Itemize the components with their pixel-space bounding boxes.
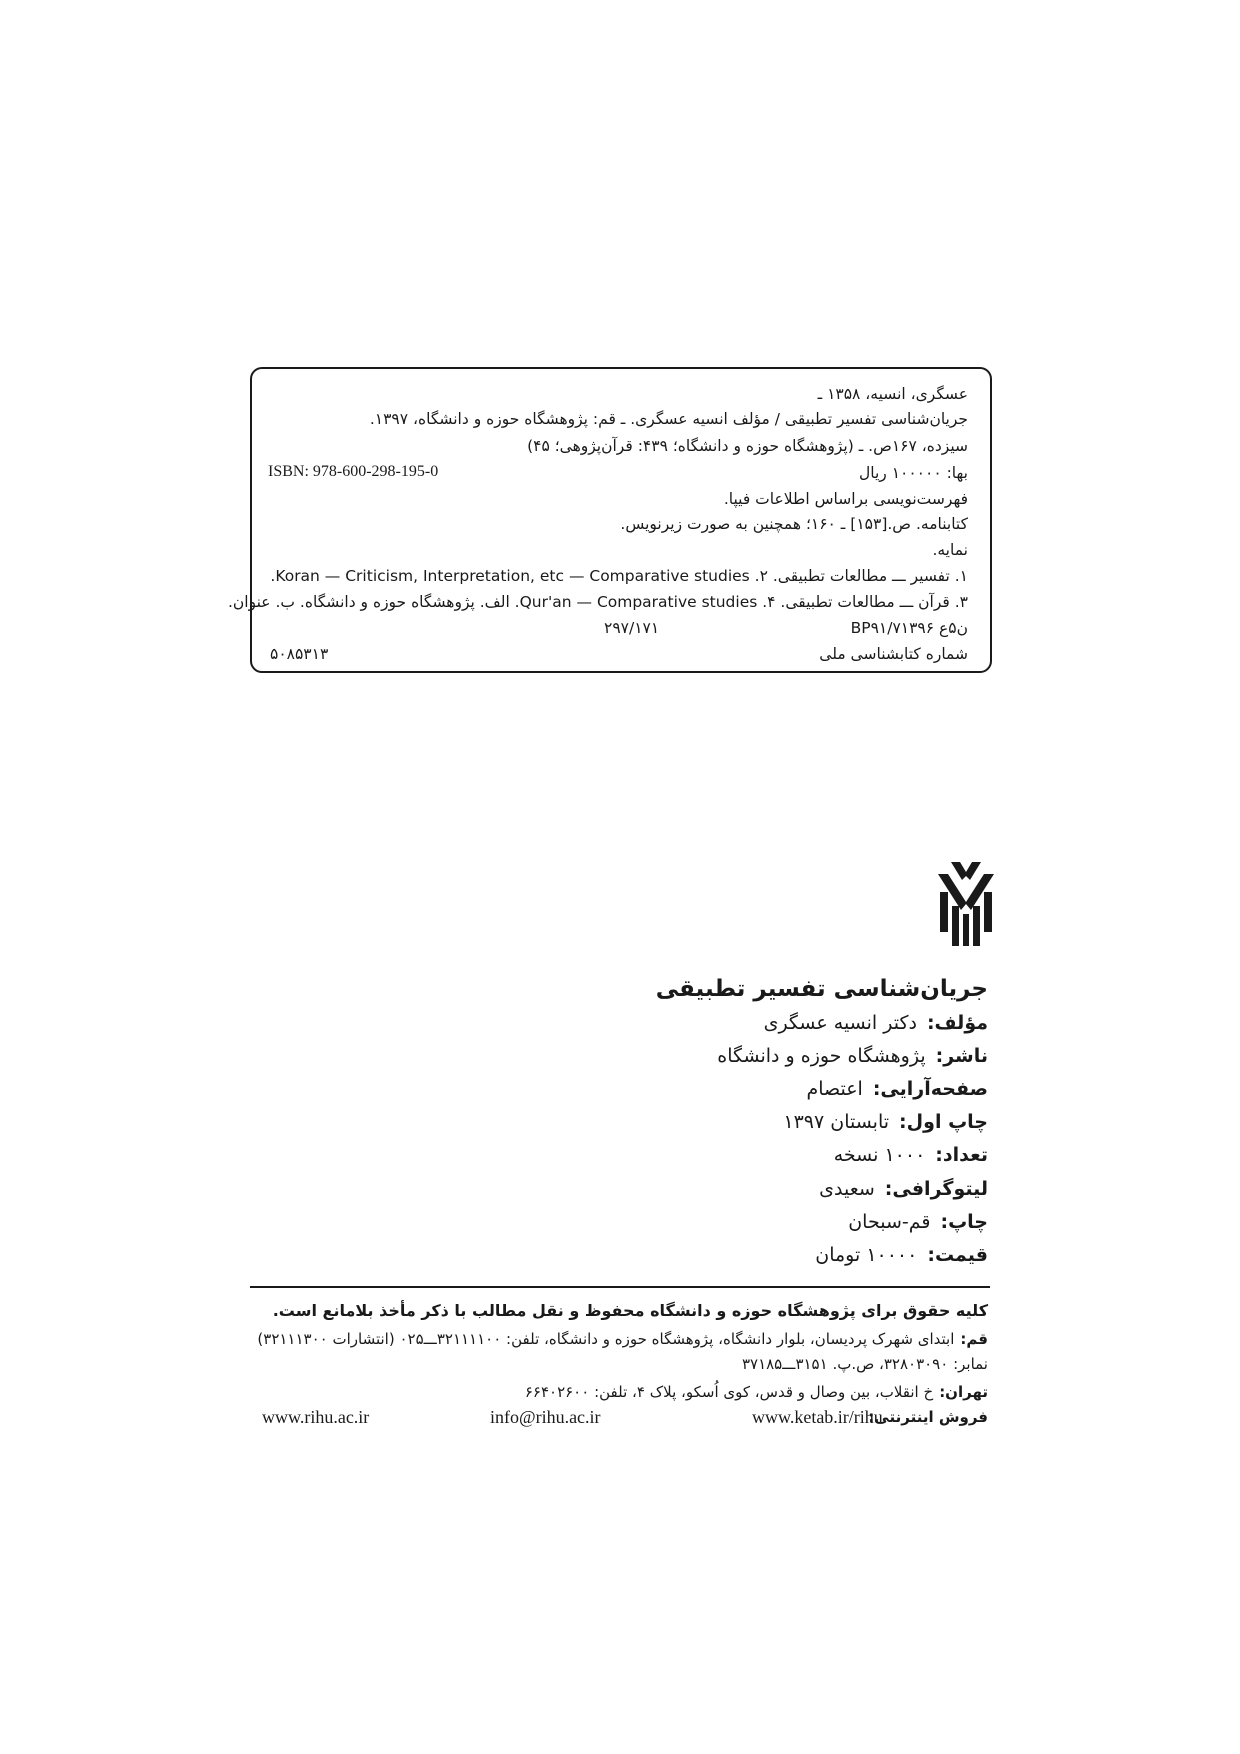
colophon-label: قیمت:: [927, 1244, 988, 1266]
colophon-label: تعداد:: [935, 1144, 988, 1166]
publisher-logo-icon: [938, 862, 994, 946]
cip-isbn: ISBN: 978-600-298-195-0: [268, 463, 439, 480]
cip-price-line: بها: ۱۰۰۰۰۰ ریال: [858, 464, 968, 482]
cip-national-number: ۵۰۸۵۳۱۳: [270, 645, 329, 663]
cip-classification: BP۹۱/۷ن۵ع ۱۳۹۶: [850, 619, 968, 637]
colophon-printing: [848, 1211, 988, 1233]
qom-address: [257, 1330, 988, 1348]
qom-label: قم:: [960, 1330, 988, 1348]
cip-bibliography-line: کتابنامه. ص.[۱۵۳] ـ ۱۶۰؛ همچنین به صورت زیرنویس.: [620, 515, 968, 533]
colophon-label: مؤلف:: [926, 1012, 988, 1034]
qom-text: ابتدای شهرک پردیسان، بلوار دانشگاه، پژوهشگاه حوزه و دانشگاه، تلفن: ۳۲۱۱۱۱۰۰ـــ۰۲۵ (انتشارات ۳۲۱۱۱۳۰۰): [257, 1330, 955, 1348]
cip-author-line: عسگری، انسیه، ۱۳۵۸ ـ: [817, 385, 968, 403]
colophon-publisher: [717, 1045, 988, 1067]
colophon-label: لیتوگرافی:: [884, 1178, 988, 1200]
book-title: جریان‌شناسی تفسیر تطبیقی: [655, 976, 988, 1002]
cip-fipa-line: فهرست‌نویسی براساس اطلاعات فیپا.: [723, 490, 968, 508]
tehran-text: خ انقلاب، بین وصال و قدس، کوی اُسکو، پلاک ۴، تلفن: ۶۶۴۰۲۶۰۰: [524, 1383, 934, 1401]
colophon-copies: [834, 1144, 988, 1166]
fax-line: نمابر: ۳۲۸۰۳۰۹۰، ص.پ. ۳۱۵۱ـــ۳۷۱۸۵: [741, 1355, 988, 1373]
cip-dewey: ۲۹۷/۱۷۱: [604, 619, 660, 637]
tehran-label: تهران:: [939, 1383, 988, 1401]
colophon-value: ۱۰۰۰۰ تومان: [815, 1244, 918, 1266]
colophon-value: اعتصام: [806, 1078, 863, 1100]
colophon-value: ۱۰۰۰ نسخه: [833, 1144, 926, 1166]
sales-link[interactable]: www.ketab.ir/rihu: [752, 1407, 883, 1427]
cip-collation-line: سیزده، ۱۶۷ص. ـ (پژوهشگاه حوزه و دانشگاه؛ ۴۳۹: قرآن‌پژوهی؛ ۴۵): [527, 437, 968, 455]
online-sales: [868, 1408, 988, 1426]
cip-national-label: شماره کتابشناسی ملی: [819, 645, 968, 663]
colophon-edition: [783, 1111, 988, 1133]
colophon-label: ناشر:: [935, 1045, 988, 1067]
colophon-value: پژوهشگاه حوزه و دانشگاه: [717, 1045, 926, 1067]
colophon-label: صفحه‌آرایی:: [872, 1078, 988, 1100]
colophon-layout: [806, 1078, 988, 1100]
colophon-value: تابستان ۱۳۹۷: [783, 1111, 890, 1133]
colophon-value: قم-سبحان: [848, 1211, 931, 1233]
rights-notice: کلیه حقوق برای پژوهشگاه حوزه و دانشگاه محفوظ و نقل مطالب با ذکر مأخذ بلامانع است.: [272, 1301, 988, 1320]
email-link[interactable]: info@rihu.ac.ir: [490, 1407, 601, 1427]
colophon-value: سعیدی: [819, 1178, 875, 1200]
cip-index-line: نمایه.: [932, 541, 968, 559]
sales-label: فروش اینترنتی:: [868, 1408, 988, 1426]
tehran-address: [525, 1383, 988, 1401]
footer-divider: [250, 1286, 990, 1288]
website-link[interactable]: www.rihu.ac.ir: [262, 1407, 370, 1427]
colophon-label: چاپ اول:: [899, 1111, 988, 1133]
colophon-value: دکتر انسیه عسگری: [763, 1012, 917, 1034]
colophon-label: چاپ:: [940, 1211, 988, 1233]
cip-subjects-line-2: ۳. قرآن ـــ مطالعات تطبیقی. ۴. Qur'an — Comparative studies. الف. پژوهشگاه حوزه و دانشگاه. ب. عنوان.: [228, 593, 968, 611]
cip-subjects-line-1: ۱. تفسیر ـــ مطالعات تطبیقی. ۲. Koran — Criticism, Interpretation, etc — Comparative studies.: [270, 567, 968, 585]
colophon-author: [764, 1012, 988, 1034]
colophon-price: [815, 1244, 988, 1266]
colophon-lithography: [819, 1178, 988, 1200]
cip-title-line: جریان‌شناسی تفسیر تطبیقی / مؤلف انسیه عسگری. ـ قم: پژوهشگاه حوزه و دانشگاه، ۱۳۹۷.: [369, 410, 968, 428]
